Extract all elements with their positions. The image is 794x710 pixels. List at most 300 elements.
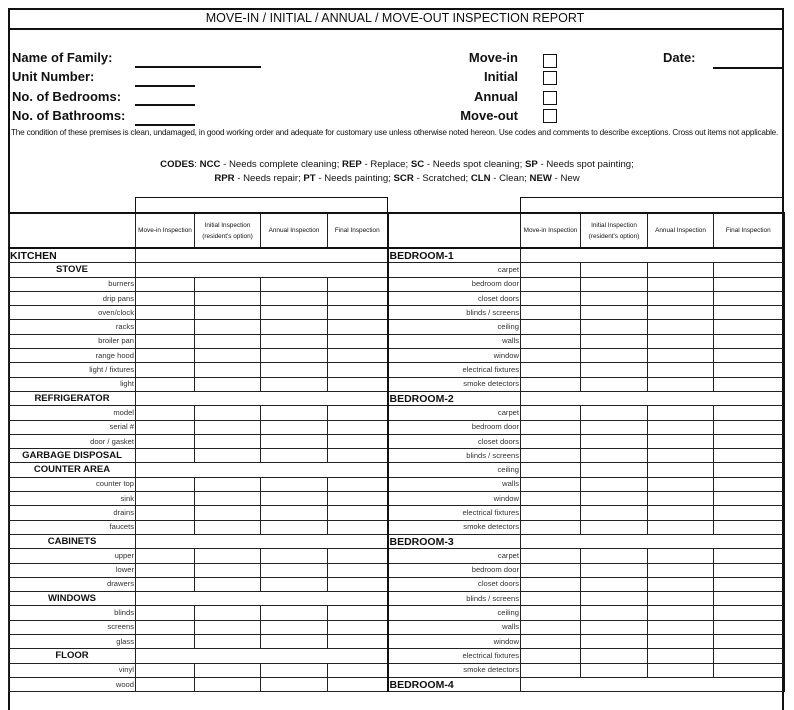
item-label: ceiling: [388, 320, 521, 334]
item-label: burners: [9, 277, 136, 291]
annual-cell[interactable]: [648, 334, 714, 348]
final-cell[interactable]: [714, 606, 784, 620]
final-cell[interactable]: [714, 549, 784, 563]
initial-label: Initial: [484, 69, 518, 84]
annual-cell[interactable]: [648, 463, 714, 477]
item-label: ceiling: [388, 463, 521, 477]
move-in-cell[interactable]: [521, 477, 581, 491]
move-in-cell[interactable]: [521, 635, 581, 649]
annual-label: Annual: [473, 89, 518, 104]
move-in-cell[interactable]: [521, 320, 581, 334]
header-move-in: Move-in Inspection: [521, 213, 581, 248]
move-in-cell[interactable]: [521, 649, 581, 663]
table-row: [9, 520, 784, 534]
annual-cell[interactable]: [648, 649, 714, 663]
table-row: [9, 649, 784, 663]
move-in-cell[interactable]: [136, 620, 195, 634]
initial-cell[interactable]: [581, 349, 648, 363]
move-in-cell[interactable]: [136, 377, 195, 391]
initial-cell[interactable]: [581, 334, 648, 348]
item-label: oven/clock: [9, 306, 136, 320]
initial-cell[interactable]: [195, 349, 261, 363]
move-in-cell[interactable]: [521, 449, 581, 463]
annual-cell[interactable]: [648, 506, 714, 520]
section-label: BEDROOM-1: [388, 248, 521, 263]
annual-cell[interactable]: [648, 320, 714, 334]
item-label: counter top: [9, 477, 136, 491]
table-row: [9, 291, 784, 305]
final-cell[interactable]: [714, 477, 784, 491]
initial-cell[interactable]: [581, 477, 648, 491]
final-cell[interactable]: [714, 649, 784, 663]
initial-cell[interactable]: [581, 549, 648, 563]
initial-cell[interactable]: [195, 549, 261, 563]
annual-cell[interactable]: [648, 277, 714, 291]
move-in-cell[interactable]: [521, 263, 581, 277]
final-cell[interactable]: [328, 549, 388, 563]
annual-cell[interactable]: [261, 549, 328, 563]
initial-cell[interactable]: [195, 635, 261, 649]
final-cell[interactable]: [328, 577, 388, 591]
section-label: STOVE: [9, 263, 136, 277]
initial-cell[interactable]: [195, 363, 261, 377]
final-cell[interactable]: [714, 420, 784, 434]
initial-cell[interactable]: [581, 463, 648, 477]
final-cell[interactable]: [714, 406, 784, 420]
final-cell[interactable]: [714, 277, 784, 291]
initial-cell[interactable]: [581, 277, 648, 291]
table-row: [9, 306, 784, 320]
unit-number-field[interactable]: [135, 85, 195, 87]
final-cell[interactable]: [328, 635, 388, 649]
table-row: [9, 549, 784, 563]
final-cell[interactable]: [714, 635, 784, 649]
final-cell[interactable]: [328, 506, 388, 520]
section-blank: [136, 649, 388, 663]
final-cell[interactable]: [714, 520, 784, 534]
initial-cell[interactable]: [581, 363, 648, 377]
header-annual: Annual Inspection: [261, 213, 328, 248]
section-label: BEDROOM-4: [388, 677, 521, 691]
final-cell[interactable]: [714, 620, 784, 634]
annual-cell[interactable]: [261, 434, 328, 448]
move-in-cell[interactable]: [136, 563, 195, 577]
move-in-cell[interactable]: [521, 349, 581, 363]
table-row: [9, 620, 784, 634]
final-cell[interactable]: [714, 592, 784, 606]
move-out-checkbox[interactable]: [543, 109, 557, 123]
name-of-family-field[interactable]: [135, 66, 261, 68]
code-meaning: Needs complete cleaning;: [228, 159, 340, 170]
section-blank: [521, 534, 784, 548]
final-cell[interactable]: [714, 291, 784, 305]
table-row: [9, 635, 784, 649]
final-cell[interactable]: [328, 349, 388, 363]
final-cell[interactable]: [714, 492, 784, 506]
move-in-cell[interactable]: [136, 349, 195, 363]
annual-cell[interactable]: [261, 477, 328, 491]
final-cell[interactable]: [714, 506, 784, 520]
annual-cell[interactable]: [261, 406, 328, 420]
move-in-cell[interactable]: [136, 492, 195, 506]
annual-cell[interactable]: [648, 291, 714, 305]
section-blank: [136, 592, 388, 606]
move-in-cell[interactable]: [136, 306, 195, 320]
initial-cell[interactable]: [581, 620, 648, 634]
section-label: REFRIGERATOR: [9, 391, 136, 405]
final-cell[interactable]: [714, 334, 784, 348]
code-abbr: PT: [303, 173, 316, 184]
bedrooms-label: No. of Bedrooms:: [12, 89, 122, 104]
annual-cell[interactable]: [261, 520, 328, 534]
code-meaning: Scratched;: [422, 173, 469, 184]
final-cell[interactable]: [328, 363, 388, 377]
final-cell[interactable]: [328, 477, 388, 491]
move-in-cell[interactable]: [521, 363, 581, 377]
header-blank: [388, 213, 521, 248]
item-label: walls: [388, 477, 521, 491]
annual-cell[interactable]: [261, 449, 328, 463]
annual-cell[interactable]: [261, 320, 328, 334]
annual-cell[interactable]: [648, 635, 714, 649]
annual-cell[interactable]: [261, 377, 328, 391]
section-blank: [521, 391, 784, 405]
code-meaning: Needs painting;: [324, 173, 391, 184]
initial-cell[interactable]: [581, 291, 648, 305]
item-label: electrical fixtures: [388, 506, 521, 520]
move-out-label: Move-out: [460, 108, 518, 123]
page-title: MOVE-IN / INITIAL / ANNUAL / MOVE-OUT INSPECTION REPORT: [8, 8, 782, 30]
annual-cell[interactable]: [261, 620, 328, 634]
move-in-cell[interactable]: [136, 277, 195, 291]
unit-number-label: Unit Number:: [12, 69, 95, 84]
left-columns-header-box: [135, 197, 388, 212]
item-label: range hood: [9, 349, 136, 363]
move-in-cell[interactable]: [521, 463, 581, 477]
item-label: window: [388, 492, 521, 506]
initial-cell[interactable]: [195, 606, 261, 620]
annual-cell[interactable]: [261, 291, 328, 305]
item-label: lower: [9, 563, 136, 577]
initial-cell[interactable]: [195, 306, 261, 320]
initial-cell[interactable]: [195, 577, 261, 591]
annual-checkbox[interactable]: [543, 91, 557, 105]
initial-cell[interactable]: [195, 406, 261, 420]
move-in-cell[interactable]: [136, 406, 195, 420]
date-field[interactable]: [713, 67, 783, 69]
move-in-cell[interactable]: [136, 477, 195, 491]
table-row: [9, 463, 784, 477]
final-cell[interactable]: [714, 434, 784, 448]
item-label: faucets: [9, 520, 136, 534]
move-in-cell[interactable]: [521, 434, 581, 448]
annual-cell[interactable]: [648, 520, 714, 534]
move-in-cell[interactable]: [521, 506, 581, 520]
move-in-cell[interactable]: [136, 420, 195, 434]
section-blank: [136, 463, 388, 477]
section-label: FLOOR: [9, 649, 136, 663]
final-cell[interactable]: [328, 492, 388, 506]
section-blank: [136, 263, 388, 277]
annual-cell[interactable]: [648, 606, 714, 620]
code-abbr: REP: [342, 159, 362, 170]
initial-cell[interactable]: [195, 277, 261, 291]
initial-cell[interactable]: [195, 520, 261, 534]
section-label: COUNTER AREA: [9, 463, 136, 477]
item-label: sink: [9, 492, 136, 506]
move-in-cell[interactable]: [136, 506, 195, 520]
final-cell[interactable]: [328, 620, 388, 634]
annual-cell[interactable]: [648, 263, 714, 277]
move-in-cell[interactable]: [136, 449, 195, 463]
initial-cell[interactable]: [195, 377, 261, 391]
final-cell[interactable]: [714, 320, 784, 334]
item-label: drains: [9, 506, 136, 520]
move-in-cell[interactable]: [521, 277, 581, 291]
table-row: [9, 434, 784, 448]
annual-cell[interactable]: [648, 377, 714, 391]
move-in-cell[interactable]: [521, 377, 581, 391]
initial-cell[interactable]: [195, 291, 261, 305]
annual-cell[interactable]: [648, 620, 714, 634]
final-cell[interactable]: [714, 449, 784, 463]
item-label: carpet: [388, 406, 521, 420]
move-in-cell[interactable]: [136, 334, 195, 348]
initial-cell[interactable]: [581, 520, 648, 534]
initial-cell[interactable]: [581, 649, 648, 663]
move-in-cell[interactable]: [521, 334, 581, 348]
annual-cell[interactable]: [648, 406, 714, 420]
annual-cell[interactable]: [261, 420, 328, 434]
header-blank: [9, 213, 136, 248]
final-cell[interactable]: [328, 449, 388, 463]
move-in-cell[interactable]: [136, 320, 195, 334]
annual-cell[interactable]: [648, 492, 714, 506]
annual-cell[interactable]: [261, 492, 328, 506]
final-cell[interactable]: [714, 349, 784, 363]
final-cell[interactable]: [714, 363, 784, 377]
final-cell[interactable]: [328, 434, 388, 448]
table-row: [9, 277, 784, 291]
initial-cell[interactable]: [581, 449, 648, 463]
move-in-cell[interactable]: [521, 606, 581, 620]
table-row: [9, 248, 784, 263]
initial-cell[interactable]: [195, 420, 261, 434]
code-abbr: NEW: [529, 173, 552, 184]
annual-cell[interactable]: [261, 663, 328, 677]
inspection-table: [8, 212, 785, 692]
initial-cell[interactable]: [581, 406, 648, 420]
item-label: wood: [9, 677, 136, 691]
move-in-cell[interactable]: [136, 434, 195, 448]
move-in-cell[interactable]: [521, 563, 581, 577]
final-cell[interactable]: [328, 277, 388, 291]
move-in-cell[interactable]: [136, 606, 195, 620]
table-row: [9, 420, 784, 434]
annual-cell[interactable]: [261, 349, 328, 363]
annual-cell[interactable]: [648, 549, 714, 563]
final-cell[interactable]: [714, 663, 784, 677]
initial-cell[interactable]: [195, 620, 261, 634]
final-cell[interactable]: [714, 463, 784, 477]
header-annual: Annual Inspection: [648, 213, 714, 248]
move-in-cell[interactable]: [521, 291, 581, 305]
move-in-checkbox[interactable]: [543, 54, 557, 68]
final-cell[interactable]: [328, 306, 388, 320]
item-label: racks: [9, 320, 136, 334]
annual-cell[interactable]: [261, 577, 328, 591]
final-cell[interactable]: [328, 520, 388, 534]
final-cell[interactable]: [714, 263, 784, 277]
initial-cell[interactable]: [581, 320, 648, 334]
annual-cell[interactable]: [261, 277, 328, 291]
item-label: bedroom door: [388, 563, 521, 577]
final-cell[interactable]: [714, 306, 784, 320]
code-abbr: RPR: [214, 173, 235, 184]
annual-cell[interactable]: [261, 334, 328, 348]
move-in-cell[interactable]: [521, 592, 581, 606]
section-blank: [136, 248, 388, 263]
table-row: [9, 506, 784, 520]
initial-cell[interactable]: [581, 506, 648, 520]
final-cell[interactable]: [328, 606, 388, 620]
move-in-cell[interactable]: [136, 663, 195, 677]
bedrooms-field[interactable]: [135, 104, 195, 106]
initial-cell[interactable]: [581, 434, 648, 448]
move-in-cell[interactable]: [521, 663, 581, 677]
item-label: glass: [9, 635, 136, 649]
code-meaning: New: [560, 173, 580, 184]
annual-cell[interactable]: [648, 577, 714, 591]
header-initial: Initial Inspection (resident's option): [195, 213, 261, 248]
move-in-cell[interactable]: [521, 492, 581, 506]
item-label: electrical fixtures: [388, 649, 521, 663]
code-abbr: SCR: [393, 173, 414, 184]
initial-cell[interactable]: [581, 577, 648, 591]
header-final: Final Inspection: [714, 213, 784, 248]
move-in-cell[interactable]: [136, 520, 195, 534]
annual-cell[interactable]: [648, 663, 714, 677]
table-row: [9, 334, 784, 348]
final-cell[interactable]: [328, 563, 388, 577]
initial-cell[interactable]: [195, 477, 261, 491]
initial-cell[interactable]: [195, 334, 261, 348]
code-abbr: SP: [525, 159, 538, 170]
annual-cell[interactable]: [648, 349, 714, 363]
table-row: [9, 263, 784, 277]
initial-cell[interactable]: [581, 663, 648, 677]
item-label: light: [9, 377, 136, 391]
annual-cell[interactable]: [648, 592, 714, 606]
final-cell[interactable]: [714, 377, 784, 391]
annual-cell[interactable]: [261, 506, 328, 520]
move-in-cell[interactable]: [521, 406, 581, 420]
final-cell[interactable]: [328, 420, 388, 434]
move-in-cell[interactable]: [521, 620, 581, 634]
item-label: closet doors: [388, 291, 521, 305]
item-label: blinds / screens: [388, 449, 521, 463]
item-label: bedroom door: [388, 277, 521, 291]
move-in-cell[interactable]: [521, 520, 581, 534]
final-cell[interactable]: [328, 406, 388, 420]
move-in-cell[interactable]: [136, 291, 195, 305]
final-cell[interactable]: [328, 291, 388, 305]
annual-cell[interactable]: [648, 420, 714, 434]
initial-cell[interactable]: [195, 320, 261, 334]
initial-checkbox[interactable]: [543, 71, 557, 85]
move-in-cell[interactable]: [521, 577, 581, 591]
final-cell[interactable]: [328, 334, 388, 348]
item-label: walls: [388, 334, 521, 348]
final-cell[interactable]: [328, 663, 388, 677]
section-label: BEDROOM-3: [388, 534, 521, 548]
final-cell[interactable]: [714, 563, 784, 577]
move-in-cell[interactable]: [136, 549, 195, 563]
annual-cell[interactable]: [261, 306, 328, 320]
section-label: KITCHEN: [9, 248, 136, 263]
move-in-cell[interactable]: [136, 363, 195, 377]
item-label: drip pans: [9, 291, 136, 305]
initial-cell[interactable]: [581, 263, 648, 277]
initial-cell[interactable]: [195, 492, 261, 506]
table-row: [9, 492, 784, 506]
item-label: serial #: [9, 420, 136, 434]
move-in-cell[interactable]: [136, 635, 195, 649]
initial-cell[interactable]: [195, 663, 261, 677]
initial-cell[interactable]: [195, 434, 261, 448]
initial-cell[interactable]: [195, 449, 261, 463]
annual-cell[interactable]: [648, 477, 714, 491]
table-row: [9, 534, 784, 548]
initial-cell[interactable]: [195, 506, 261, 520]
item-label: smoke detectors: [388, 520, 521, 534]
initial-cell[interactable]: [581, 420, 648, 434]
annual-cell[interactable]: [261, 635, 328, 649]
annual-cell[interactable]: [261, 563, 328, 577]
initial-cell[interactable]: [581, 592, 648, 606]
final-cell[interactable]: [328, 377, 388, 391]
move-in-cell[interactable]: [521, 549, 581, 563]
annual-cell[interactable]: [648, 306, 714, 320]
annual-cell[interactable]: [261, 363, 328, 377]
code-abbr: CLN: [470, 173, 491, 184]
move-in-cell[interactable]: [521, 420, 581, 434]
initial-cell[interactable]: [581, 492, 648, 506]
final-cell[interactable]: [714, 577, 784, 591]
code-meaning: Needs spot cleaning;: [432, 159, 523, 170]
annual-cell[interactable]: [648, 449, 714, 463]
initial-cell[interactable]: [195, 563, 261, 577]
initial-cell[interactable]: [581, 635, 648, 649]
bathrooms-label: No. of Bathrooms:: [12, 108, 126, 123]
move-in-cell[interactable]: [521, 306, 581, 320]
item-label: bedroom door: [388, 420, 521, 434]
initial-cell[interactable]: [581, 377, 648, 391]
annual-cell[interactable]: [648, 434, 714, 448]
move-in-cell[interactable]: [136, 577, 195, 591]
annual-cell[interactable]: [648, 563, 714, 577]
bathrooms-field[interactable]: [135, 124, 195, 126]
date-label: Date:: [663, 50, 696, 65]
initial-cell[interactable]: [581, 606, 648, 620]
final-cell[interactable]: [328, 320, 388, 334]
code-meaning: Clean;: [499, 173, 527, 184]
initial-cell[interactable]: [581, 563, 648, 577]
initial-cell[interactable]: [581, 306, 648, 320]
annual-cell[interactable]: [261, 606, 328, 620]
annual-cell[interactable]: [648, 363, 714, 377]
name-of-family-label: Name of Family:: [12, 50, 113, 65]
